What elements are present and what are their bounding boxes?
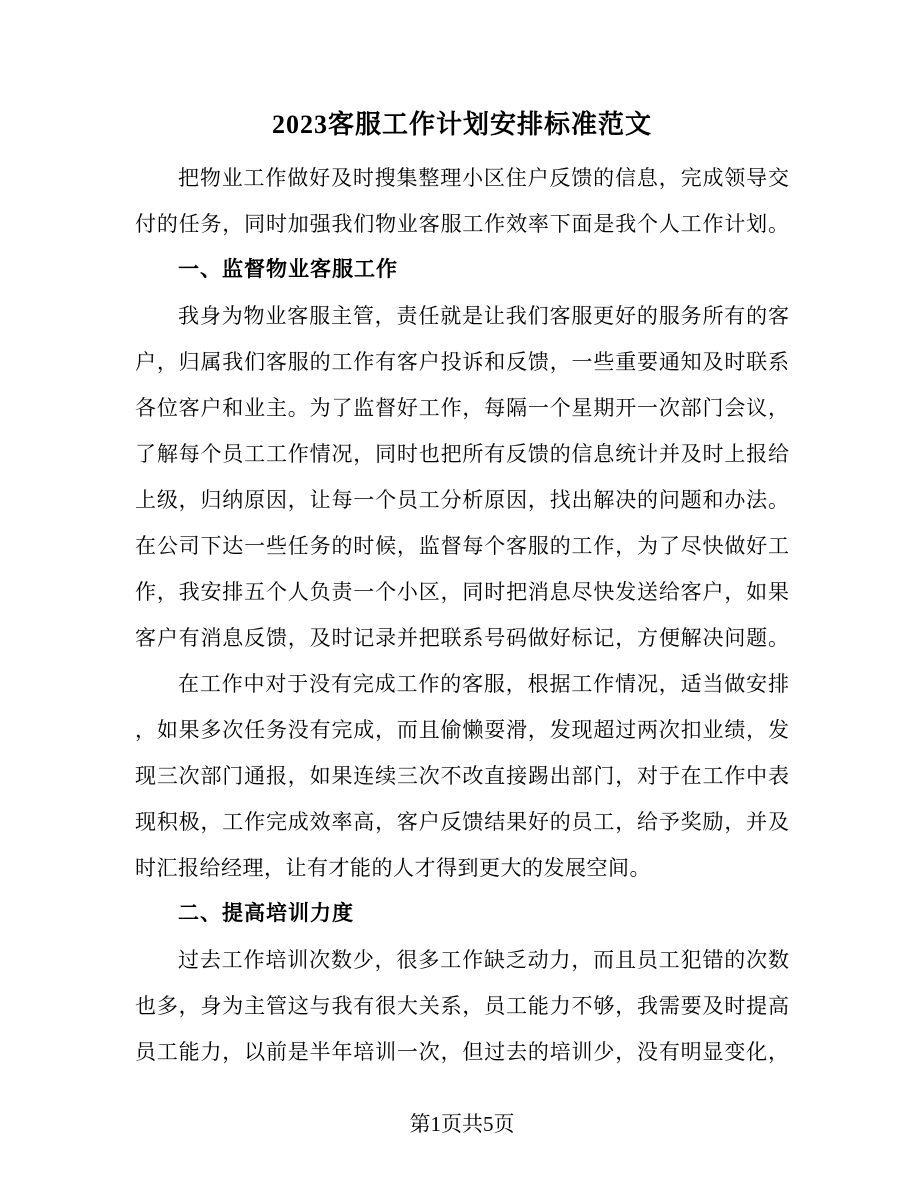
document-body: [135, 155, 789, 1075]
paragraph-line: 上级，归纳原因，让每一个员工分析原因，找出解决的问题和办法。: [135, 488, 789, 512]
paragraph-line: 作，我安排五个人负责一个小区，同时把消息尽快发送给客户，如果: [135, 580, 789, 604]
section-heading: 二、提高培训力度: [178, 902, 354, 925]
paragraph-line: 在公司下达一些任务的时候，监督每个客服的工作，为了尽快做好工: [135, 534, 789, 558]
paragraph-line: 把物业工作做好及时搜集整理小区住户反馈的信息，完成领导交: [178, 166, 789, 190]
paragraph-line: 现积极，工作完成效率高，客户反馈结果好的员工，给予奖励，并及: [135, 810, 789, 834]
paragraph-line: 现三次部门通报，如果连续三次不改直接踢出部门，对于在工作中表: [135, 764, 789, 788]
paragraph-line: 客户有消息反馈，及时记录并把联系号码做好标记，方便解决问题。: [135, 626, 789, 650]
page-number: 第1页共5页: [409, 1112, 515, 1136]
paragraph-line: 各位客户和业主。为了监督好工作，每隔一个星期开一次部门会议，: [135, 396, 789, 420]
paragraph-line: 过去工作培训次数少，很多工作缺乏动力，而且员工犯错的次数: [178, 948, 789, 972]
paragraph-line: 时汇报给经理，让有才能的人才得到更大的发展空间。: [135, 856, 651, 880]
paragraph-line: 在工作中对于没有完成工作的客服，根据工作情况，适当做安排: [178, 672, 789, 696]
paragraph-line: 员工能力，以前是半年培训一次，但过去的培训少，没有明显变化，: [135, 1040, 789, 1064]
paragraph-line: 户，归属我们客服的工作有客户投诉和反馈，一些重要通知及时联系: [135, 350, 789, 374]
paragraph-line: ，如果多次任务没有完成，而且偷懒耍滑，发现超过两次扣业绩，发: [135, 718, 789, 742]
paragraph-line: 付的任务，同时加强我们物业客服工作效率下面是我个人工作计划。: [135, 212, 789, 236]
document-title: 2023客服工作计划安排标准范文: [271, 110, 652, 139]
section-heading: 一、监督物业客服工作: [178, 258, 398, 281]
paragraph-line: 也多，身为主管这与我有很大关系，员工能力不够，我需要及时提高: [135, 994, 789, 1018]
paragraph-line: 了解每个员工工作情况，同时也把所有反馈的信息统计并及时上报给: [135, 442, 789, 466]
paragraph-line: 我身为物业客服主管，责任就是让我们客服更好的服务所有的客: [178, 304, 789, 328]
